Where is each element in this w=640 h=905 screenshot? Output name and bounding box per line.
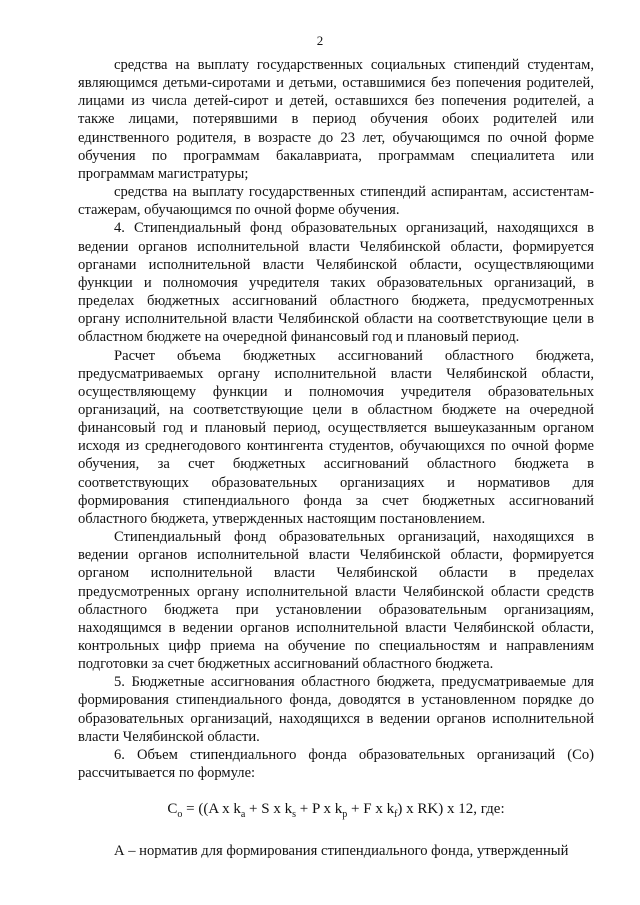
document-body (78, 56, 594, 861)
formula-part-5: ) x RK) x 12, где: (397, 801, 505, 818)
paragraph-item-4: 4. Стипендиальный фонд образовательных организаций, находящихся в ведении органов исполнительной власти Челябинской области, формируется органами исполнительной власти Челябинской области, осуществляющими функции и полномочия учредителя таких образовательных организаций, в пределах бюджетных ассигнований областного бюджета, предусмотренных органу исполнительной власти Челябинской области на соответствующие цели в областном бюджете на очередной финансовый год и плановый период. (78, 220, 594, 346)
paragraph-item-6: 6. Объем стипендиального фонда образовательных организаций (Cо) рассчитывается по формуле: (78, 746, 594, 782)
formula-lhs: C (167, 801, 178, 818)
page-number: 2 (316, 33, 324, 48)
formula-sub-s: s (292, 809, 297, 821)
paragraph-social-stipends: средства на выплату государственных социальных стипендий студентам, являющимся детьми-сиротами и детьми, оставшимися без попечения родителей, лицами из числа детей-сирот и детей, оставшихся без попечения родителей, а также лицами, потерявшими в период обучения обоих родителей или единственного родителя, в возрасте до 23 лет, обучающимся по очной форме обучения по программам бакалавриата, программам специалитета или программам магистратуры; (78, 57, 594, 182)
formula-part-1: = ((A x k (182, 801, 241, 818)
paragraph-budget-calculation: Расчет объема бюджетных ассигнований областного бюджета, предусматриваемых органу исполнительной власти Челябинской области, осуществляющему функции и полномочия учредителя образовательных организаций, на соответствующие цели в областном бюджете на очередной финансовый год и плановый период, осуществляется вышеуказанным органом исходя из среднегодового контингента студентов, обучающихся по очной форме обучения, за счет бюджетных ассигнований областного бюджета в соответствующих образовательных организациях и нормативов для формирования стипендиального фонда за счет бюджетных ассигнований областного бюджета, утвержденных настоящим постановлением. (78, 347, 594, 527)
formula-part-3: + P x k (296, 801, 343, 818)
stipend-fund-formula (78, 800, 594, 824)
paragraph-item-5: 5. Бюджетные ассигнования областного бюджета, предусматриваемые для формирования стипендиального фонда, доводятся в установленном порядке до образовательных организаций, находящихся в ведении органов исполнительной власти Челябинской области. (78, 674, 594, 745)
formula-sub-a: a (240, 809, 246, 821)
paragraph-postgraduate-stipends: средства на выплату государственных стипендий аспирантам, ассистентам-стажерам, обучающимся по очной форме обучения. (78, 184, 594, 219)
formula-part-2: + S x k (245, 801, 293, 818)
paragraph-fund-formation: Стипендиальный фонд образовательных организаций, находящихся в ведении органов исполнительной власти Челябинской области, формируется органом исполнительной власти Челябинской области в пределах предусмотренных органу исполнительной власти Челябинской области средств областного бюджета при установлении образовательным организациям, находящимся в ведении органов исполнительной власти Челябинской области, контрольных цифр приема на обучение по специальностям и направлениям подготовки за счет бюджетных ассигнований областного бюджета. (78, 529, 594, 673)
formula-part-4: + F x k (347, 801, 395, 818)
formula-sub-p: p (342, 809, 348, 821)
formula-lhs-sub: о (177, 809, 183, 821)
paragraph-definition-a: А – норматив для формирования стипендиального фонда, утвержденный (114, 843, 569, 860)
formula-sub-f: f (394, 809, 398, 821)
